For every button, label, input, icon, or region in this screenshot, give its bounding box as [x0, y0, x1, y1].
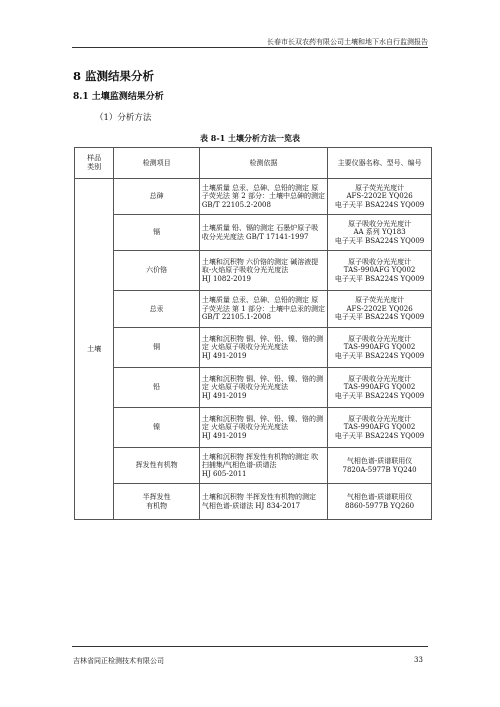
cell-instrument: 原子荧光光度计 AFS-2202E YQ026 电子天平 BSA224S YQ009 [328, 291, 432, 328]
table-row [75, 484, 432, 520]
table-row [75, 215, 432, 251]
table-row [75, 291, 432, 328]
cell-instrument: 气相色谱-质谱联用仪 8860-5977B YQ260 [328, 484, 432, 520]
cell-test-item: 挥发性有机物 [114, 448, 199, 484]
subsection-heading: 8.1 土壤监测结果分析 [73, 92, 164, 102]
cell-test-basis: 土壤和沉积物 六价铬的测定 碱溶液提取-火焰原子吸收分光光度法 HJ 1082-2019 [199, 251, 327, 291]
cell-test-item: 镍 [114, 408, 199, 448]
cell-test-basis: 土壤质量 铅、镉的测定 石墨炉原子吸收分光光度法 GB/T 17141-1997 [199, 215, 327, 251]
cell-test-basis: 土壤和沉积物 半挥发性有机物的测定 气相色谱-质谱法 HJ 834-2017 [199, 484, 327, 520]
cell-instrument: 气相色谱-质谱联用仪 7820A-5977B YQ240 [328, 448, 432, 484]
cell-test-basis: 土壤和沉积物 铜、锌、铅、镍、铬的测定 火焰原子吸收分光光度法 HJ 491-2019 [199, 368, 327, 408]
cell-test-item: 铅 [114, 368, 199, 408]
cell-instrument: 原子吸收分光光度计 TAS-990AFG YQ002 电子天平 BSA224S YQ009 [328, 368, 432, 408]
table-row [75, 408, 432, 448]
cell-test-basis: 土壤质量 总汞、总砷、总铅的测定 原子荧光法 第 1 部分：土壤中总汞的测定 GB/T 22105.1-2008 [199, 291, 327, 328]
table-row [75, 328, 432, 368]
section-heading: 8 监测结果分析 [73, 69, 155, 83]
subheading-analysis-method: （1）分析方法 [95, 113, 152, 123]
header-rule [72, 47, 428, 48]
footer-rule [72, 646, 428, 647]
cell-test-item: 半挥发性 有机物 [114, 484, 199, 520]
cell-test-item: 铜 [114, 328, 199, 368]
header-instrument: 主要仪器名称、型号、编号 [328, 148, 432, 179]
header-sample-category: 样品 类别 [75, 148, 114, 179]
cell-test-basis: 土壤质量 总汞、总砷、总铅的测定 原子荧光法 第 2 部分：土壤中总砷的测定 GB/T 22105.2-2008 [199, 179, 327, 215]
table-row [75, 179, 432, 215]
table-header-row [75, 148, 432, 179]
header-test-basis: 检测依据 [199, 148, 327, 179]
cell-test-basis: 土壤和沉积物 挥发性有机物的测定 吹扫捕集/气相色谱-质谱法 HJ 605-2011 [199, 448, 327, 484]
cell-test-item: 镉 [114, 215, 199, 251]
table-row [75, 368, 432, 408]
soil-analysis-methods-table [74, 147, 432, 520]
cell-test-item: 总汞 [114, 291, 199, 328]
header-test-item: 检测项目 [114, 148, 199, 179]
table-row [75, 251, 432, 291]
cell-instrument: 原子吸收分光光度计 TAS-990AFG YQ002 电子天平 BSA224S YQ009 [328, 328, 432, 368]
table-row [75, 448, 432, 484]
cell-instrument: 原子吸收分光光度计 AA 系列 YQ183 电子天平 BSA224S YQ009 [328, 215, 432, 251]
cell-test-basis: 土壤和沉积物 铜、锌、铅、镍、铬的测定 火焰原子吸收分光光度法 HJ 491-2019 [199, 408, 327, 448]
cell-test-item: 总砷 [114, 179, 199, 215]
cell-instrument: 原子荧光光度计 AFS-2202E YQ026 电子天平 BSA224S YQ009 [328, 179, 432, 215]
cell-test-basis: 土壤和沉积物 铜、锌、铅、镍、铬的测定 火焰原子吸收分光光度法 HJ 491-2019 [199, 328, 327, 368]
cell-instrument: 原子吸收分光光度计 TAS-990AFG YQ002 电子天平 BSA224S YQ009 [328, 408, 432, 448]
cell-sample-category: 土壤 [75, 179, 114, 520]
page-header: 长春市长双农药有限公司土壤和地下水自行监测报告 [267, 38, 428, 46]
cell-instrument: 原子吸收分光光度计 TAS-990AFG YQ002 电子天平 BSA224S YQ009 [328, 251, 432, 291]
page-number: 33 [414, 656, 423, 664]
cell-test-item: 六价铬 [114, 251, 199, 291]
table-caption: 表 8-1 土壤分析方法一览表 [199, 133, 301, 143]
footer-company: 吉林省同正检测技术有限公司 [73, 657, 164, 665]
